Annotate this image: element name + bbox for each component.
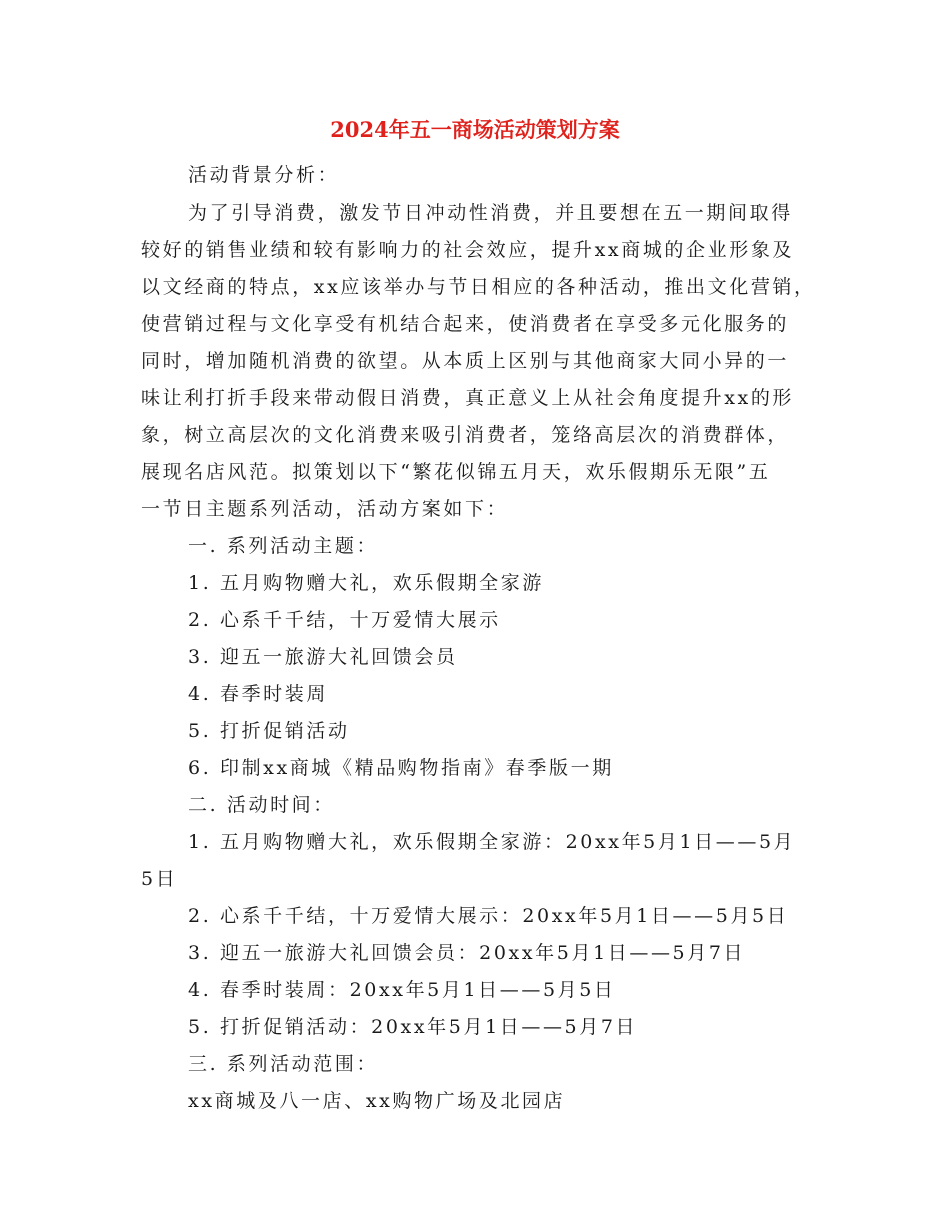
list-item: 1. 五月购物赠大礼，欢乐假期全家游：20xx年5月1日——5月 (188, 831, 796, 853)
intro-line: 展现名店风范。拟策划以下“繁花似锦五月天，欢乐假期乐无限”五 (141, 461, 771, 483)
list-item: 3. 迎五一旅游大礼回馈会员 (188, 646, 458, 668)
intro-line: 为了引导消费，激发节日冲动性消费，并且要想在五一期间取得 (188, 202, 793, 224)
list-item: 5. 打折促销活动 (188, 720, 350, 742)
intro-line: 以文经商的特点，xx应该举办与节日相应的各种活动，推出文化营销， (141, 276, 816, 298)
section-heading: 二. 活动时间： (188, 794, 335, 816)
list-item: 4. 春季时装周：20xx年5月1日——5月5日 (188, 979, 616, 1001)
section-heading: 一. 系列活动主题： (188, 535, 379, 557)
document-title: 2024年五一商场活动策划方案 (330, 117, 620, 142)
intro-line: 味让利打折手段来带动假日消费，真正意义上从社会角度提升xx的形 (141, 387, 795, 409)
intro-line: 象，树立高层次的文化消费来吸引消费者，笼络高层次的消费群体， (141, 424, 790, 446)
intro-line: 较好的销售业绩和较有影响力的社会效应，提升xx商城的企业形象及 (141, 239, 795, 261)
list-item: 4. 春季时装周 (188, 683, 328, 705)
section-heading: 三. 系列活动范围： (188, 1053, 379, 1075)
intro-line: 一节日主题系列活动，活动方案如下： (141, 498, 509, 520)
list-item-continuation: 5日 (141, 868, 178, 890)
intro-line: 同时，增加随机消费的欲望。从本质上区别与其他商家大同小异的一 (141, 350, 790, 372)
paragraph: xx商城及八一店、xx购物广场及北园店 (188, 1090, 566, 1112)
list-item: 2. 心系千千结，十万爱情大展示 (188, 609, 501, 631)
list-item: 6. 印制xx商城《精品购物指南》春季版一期 (188, 757, 614, 779)
list-item: 2. 心系千千结，十万爱情大展示：20xx年5月1日——5月5日 (188, 905, 789, 927)
background-label: 活动背景分析： (188, 164, 340, 186)
list-item: 5. 打折促销活动：20xx年5月1日——5月7日 (188, 1016, 638, 1038)
intro-line: 使营销过程与文化享受有机结合起来，使消费者在享受多元化服务的 (141, 313, 790, 335)
list-item: 1. 五月购物赠大礼，欢乐假期全家游 (188, 572, 544, 594)
list-item: 3. 迎五一旅游大礼回馈会员：20xx年5月1日——5月7日 (188, 942, 746, 964)
